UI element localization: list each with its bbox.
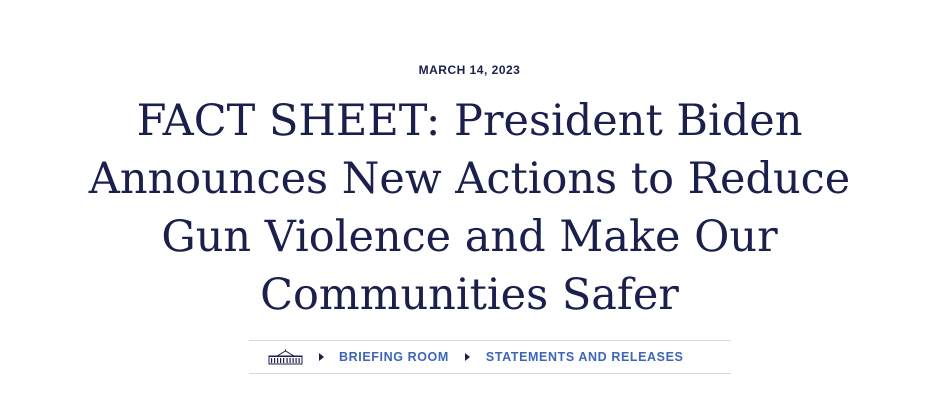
caret-right-icon [465, 353, 470, 361]
caret-right-icon [319, 353, 324, 361]
breadcrumb-home-link[interactable] [268, 349, 303, 365]
breadcrumb [249, 340, 731, 374]
page-title: FACT SHEET: President Biden Announces New Actions to Reduce Gun Violence and Make Our Communities Safer [88, 96, 851, 320]
white-house-icon [268, 349, 303, 365]
article-date: MARCH 14, 2023 [418, 63, 521, 77]
breadcrumb-briefing-room[interactable]: BRIEFING ROOM [339, 350, 449, 364]
breadcrumb-statements-and-releases[interactable]: STATEMENTS AND RELEASES [485, 350, 684, 364]
